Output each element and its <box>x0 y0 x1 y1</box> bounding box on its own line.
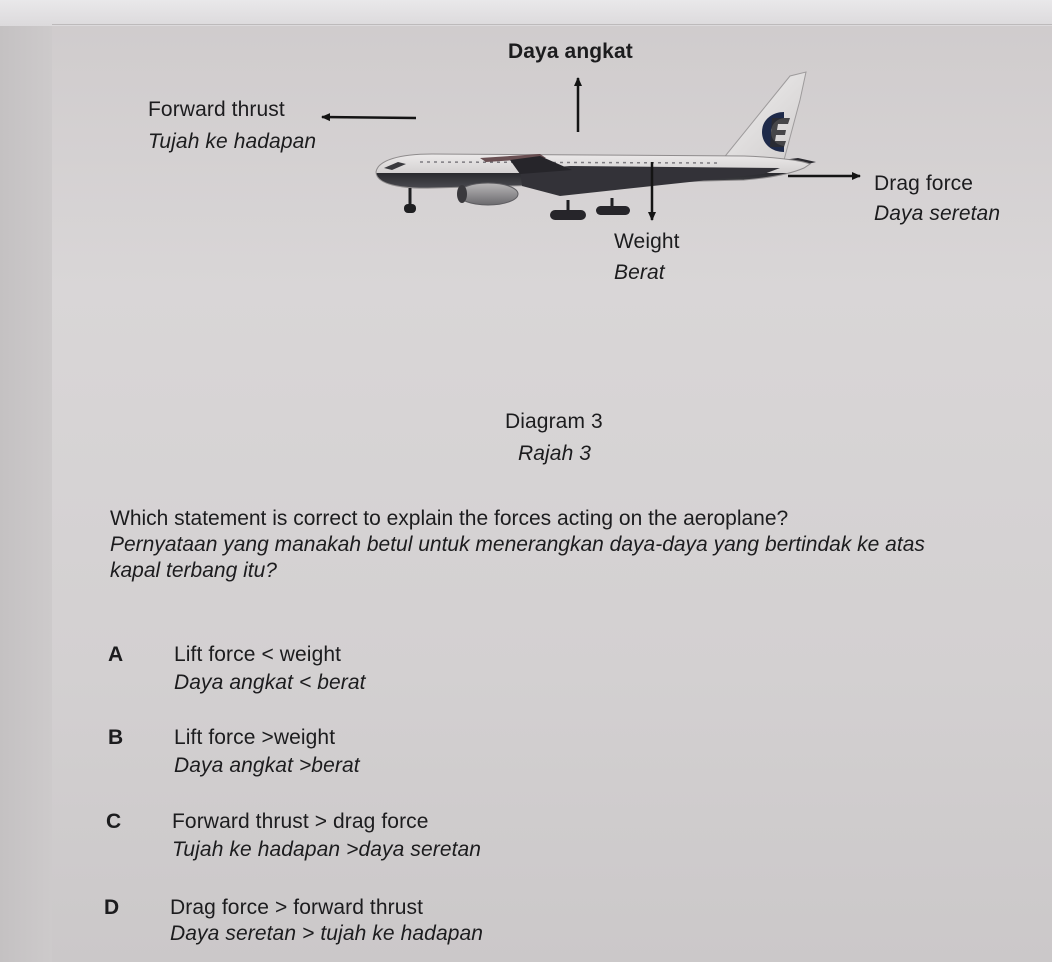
question-text: Which statement is correct to explain the forces acting on the aeroplane? <box>110 507 789 530</box>
aeroplane-image <box>376 72 816 220</box>
option-text: Forward thrust > drag force <box>172 810 429 833</box>
question-text-ms-line2: kapal terbang itu? <box>110 559 277 582</box>
lift-label: Daya angkat <box>508 40 633 63</box>
question-text-ms-line1: Pernyataan yang manakah betul untuk menerangkan daya-daya yang bertindak ke atas <box>110 533 925 556</box>
option-text-ms: Daya angkat < berat <box>174 671 366 694</box>
diagram-caption-ms: Rajah 3 <box>518 442 592 465</box>
diagram-caption: Diagram 3 <box>505 410 603 433</box>
option-letter: B <box>108 726 124 749</box>
page-left-edge <box>0 26 52 962</box>
page-top-strip <box>0 0 1052 26</box>
option-text-ms: Tujah ke hadapan >daya seretan <box>172 838 482 861</box>
sheet-edge-line <box>52 24 1052 25</box>
thrust-label-ms: Tujah ke hadapan <box>148 130 317 153</box>
option-text: Drag force > forward thrust <box>170 896 424 919</box>
option-text: Lift force >weight <box>174 726 336 749</box>
option-text-ms: Daya angkat >berat <box>174 754 360 777</box>
thrust-label: Forward thrust <box>148 98 285 121</box>
weight-label: Weight <box>614 230 680 253</box>
option-letter: D <box>104 896 120 919</box>
option-letter: C <box>106 810 122 833</box>
weight-label-ms: Berat <box>614 261 665 284</box>
option-text: Lift force < weight <box>174 643 342 666</box>
drag-label-ms: Daya seretan <box>874 202 1001 225</box>
drag-label: Drag force <box>874 172 974 195</box>
option-letter: A <box>108 643 124 666</box>
option-text-ms: Daya seretan > tujah ke hadapan <box>170 922 484 945</box>
thrust-arrow <box>322 117 416 118</box>
